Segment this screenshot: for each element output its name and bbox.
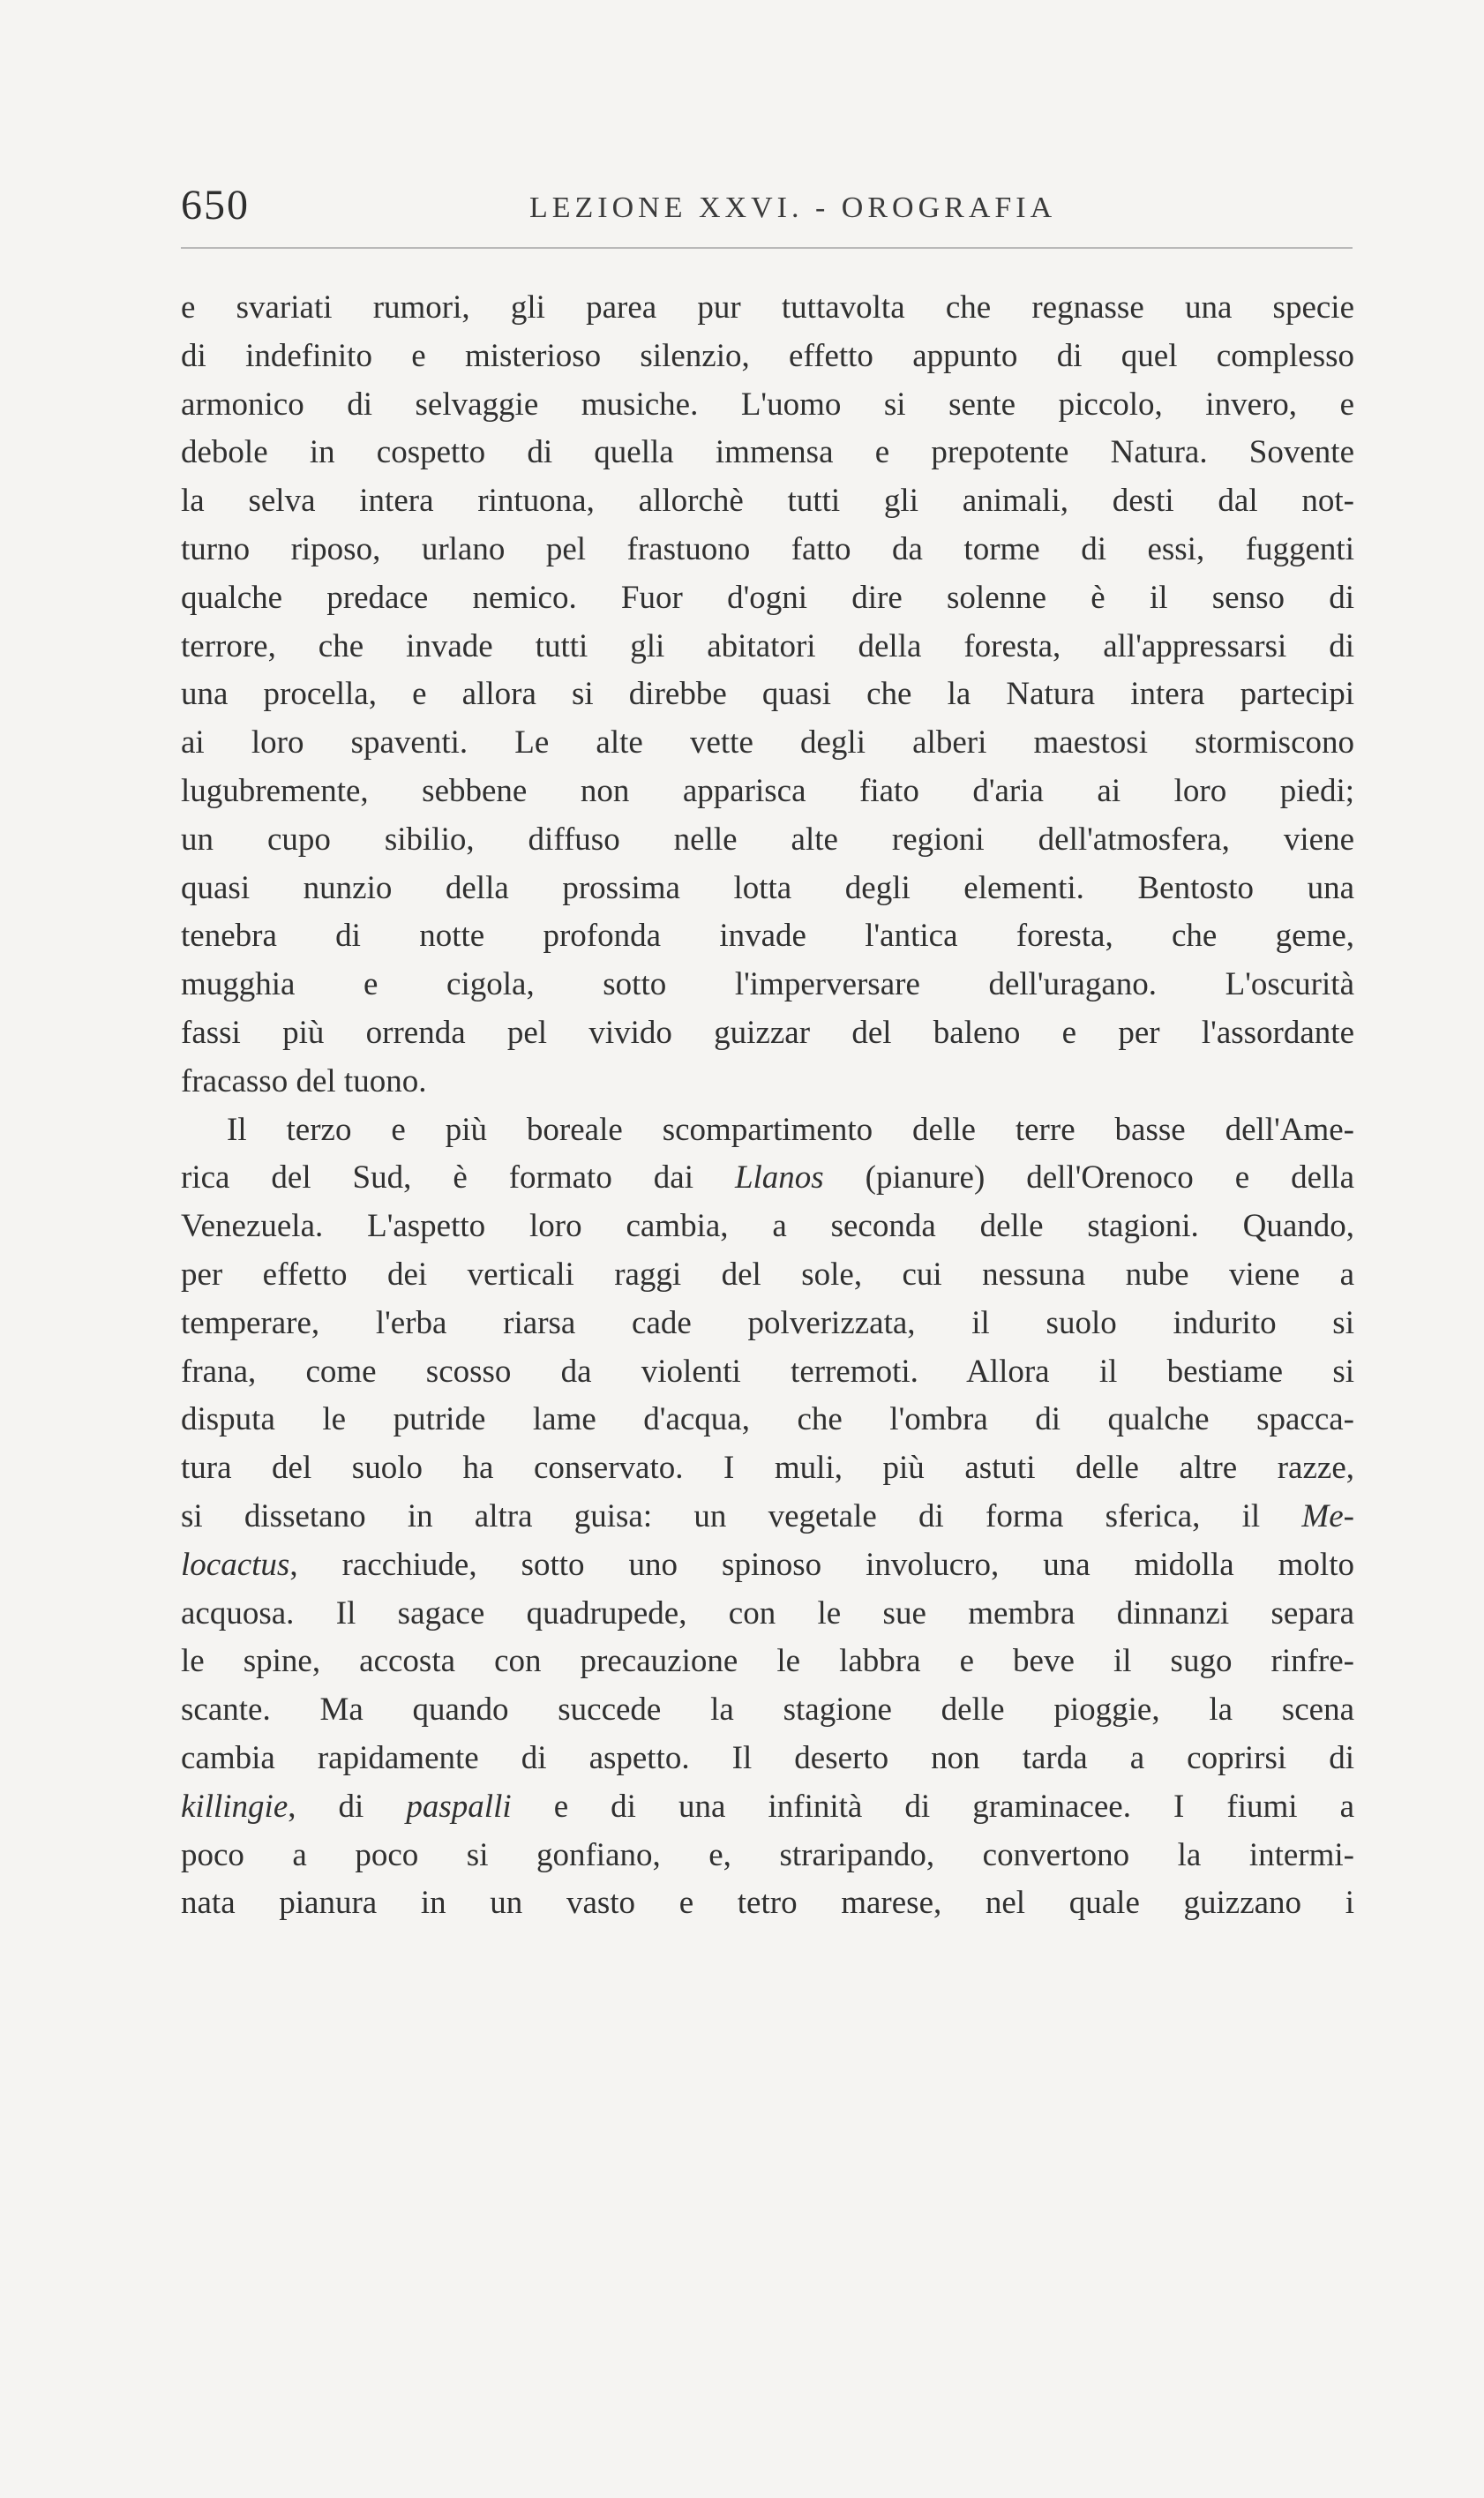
running-title: LEZIONE XXVI. - OROGRAFIA	[529, 191, 1057, 224]
text-line: quasi nunzio della prossima lotta degli elementi. Bentosto una	[181, 869, 1354, 906]
text-line: lugubremente, sebbene non apparisca fiato d'aria ai loro piedi;	[181, 772, 1354, 809]
text-line: le spine, accosta con precauzione le labbra e beve il sugo rinfre-	[181, 1643, 1354, 1680]
text-line	[181, 1493, 1354, 1542]
italic-term: paspalli	[406, 1788, 512, 1825]
text-line: e svariati rumori, gli parea pur tuttavolta che regnasse una specie	[181, 289, 1354, 326]
text-line: terrore, che invade tutti gli abitatori della foresta, all'appressarsi di	[181, 627, 1354, 664]
text-line: fassi più orrenda pel vivido guizzar del baleno e per l'assordante	[181, 1014, 1354, 1051]
text-line	[181, 1542, 1354, 1590]
text-line: frana, come scosso da violenti terremoti. Allora il bestiame si	[181, 1353, 1354, 1390]
text-segment: , racchiude, sotto uno spinoso involucro, una midolla molto	[289, 1546, 1354, 1583]
text-line: armonico di selvaggie musiche. L'uomo si sente piccolo, invero, e	[181, 386, 1354, 423]
text-line: Venezuela. L'aspetto loro cambia, a seconda delle stagioni. Quando,	[181, 1208, 1354, 1245]
running-head	[181, 181, 1354, 234]
text-line: la selva intera rintuona, allorchè tutti gli animali, desti dal not-	[181, 483, 1354, 520]
paragraph-start-line: Il terzo e più boreale scompartimento delle terre basse dell'Ame-	[227, 1111, 1354, 1148]
text-line: disputa le putride lame d'acqua, che l'ombra di qualche spacca-	[181, 1401, 1354, 1438]
text-line: temperare, l'erba riarsa cade polverizzata, il suolo indurito si	[181, 1304, 1354, 1341]
text-line: cambia rapidamente di aspetto. Il deserto non tarda a coprirsi di	[181, 1739, 1354, 1776]
text-line: scante. Ma quando succede la stagione delle pioggie, la scena	[181, 1692, 1354, 1729]
text-line: turno riposo, urlano pel frastuono fatto da torme di essi, fuggenti	[181, 530, 1354, 567]
body-text	[181, 284, 1354, 1928]
text-line: qualche predace nemico. Fuor d'ogni dire solenne è il senso di	[181, 579, 1354, 616]
italic-term: Me-	[1301, 1497, 1354, 1534]
header-divider	[181, 247, 1353, 249]
text-line: un cupo sibilio, diffuso nelle alte regioni dell'atmosfera, viene	[181, 821, 1354, 858]
text-line: di indefinito e misterioso silenzio, effetto appunto di quel complesso	[181, 337, 1354, 374]
text-line: poco a poco si gonfiano, e, straripando, convertono la intermi-	[181, 1836, 1354, 1873]
text-line: ai loro spaventi. Le alte vette degli alberi maestosi stormiscono	[181, 724, 1354, 761]
text-line: tenebra di notte profonda invade l'antica foresta, che geme,	[181, 918, 1354, 955]
text-line	[181, 1783, 1354, 1832]
text-segment: (pianure) dell'Orenoco e della	[823, 1159, 1354, 1196]
text-line	[181, 1154, 1354, 1203]
text-segment: rica del Sud, è formato dai	[181, 1159, 735, 1196]
page-number: 650	[181, 182, 250, 229]
text-line: acquosa. Il sagace quadrupede, con le sue membra dinnanzi separa	[181, 1594, 1354, 1632]
italic-term: locactus	[181, 1546, 290, 1583]
text-line: mugghia e cigola, sotto l'imperversare dell'uragano. L'oscurità	[181, 966, 1354, 1003]
text-line: debole in cospetto di quella immensa e prepotente Natura. Sovente	[181, 434, 1354, 471]
text-line: tura del suolo ha conservato. I muli, più astuti delle altre razze,	[181, 1450, 1354, 1487]
text-segment: , di	[288, 1788, 407, 1825]
paragraph-end-line: fracasso del tuono.	[181, 1062, 427, 1099]
text-line: nata pianura in un vasto e tetro marese, nel quale guizzano i	[181, 1885, 1354, 1922]
text-line: una procella, e allora si direbbe quasi che la Natura intera partecipi	[181, 676, 1354, 713]
text-line: per effetto dei verticali raggi del sole, cui nessuna nube viene a	[181, 1256, 1354, 1293]
italic-term: killingie	[181, 1788, 289, 1825]
text-segment: e di una infinità di graminacee. I fiumi a	[511, 1788, 1354, 1825]
text-segment: si dissetano in altra guisa: un vegetale di forma sferica, il	[181, 1497, 1302, 1534]
italic-term: Llanos	[734, 1159, 824, 1196]
